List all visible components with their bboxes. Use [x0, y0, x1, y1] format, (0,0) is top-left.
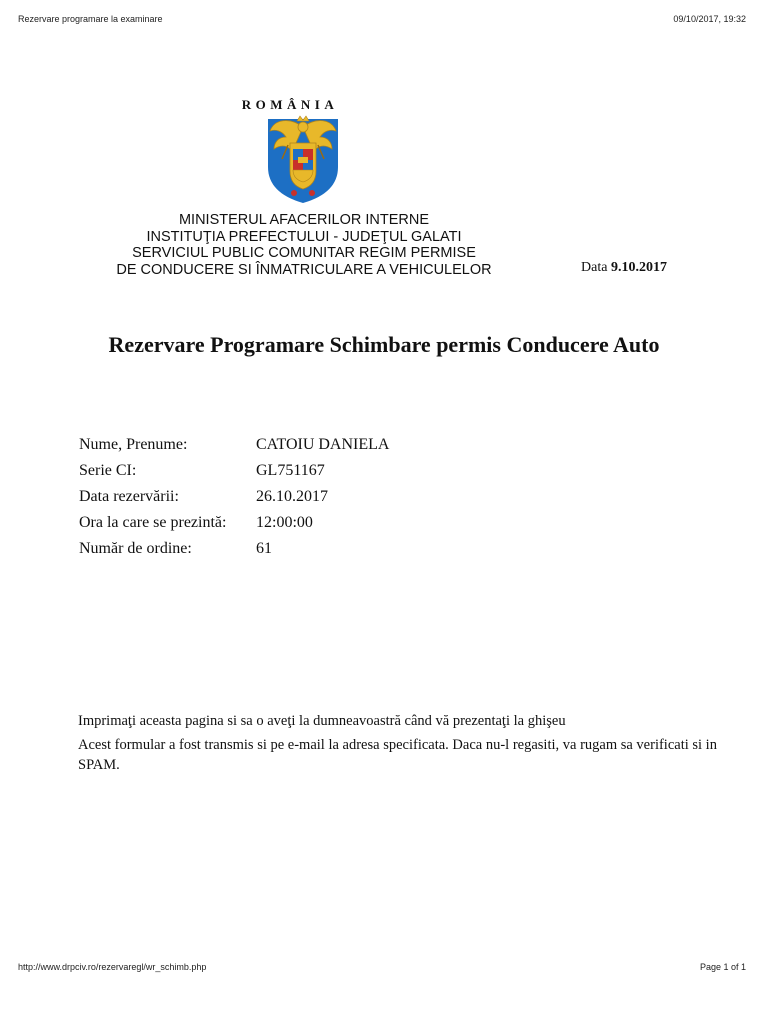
detail-value: CATOIU DANIELA — [256, 436, 390, 453]
date-value: 9.10.2017 — [610, 260, 667, 275]
detail-row — [79, 432, 390, 458]
detail-value: GL751167 — [256, 462, 325, 479]
detail-row — [79, 510, 390, 536]
detail-row — [79, 484, 390, 510]
ministry-line: MINISTERUL AFACERILOR INTERNE — [178, 212, 430, 228]
ministry-line: SERVICIUL PUBLIC COMUNITAR REGIM PERMISE — [132, 245, 476, 261]
detail-value: 12:00:00 — [256, 514, 313, 531]
detail-label: Data rezervării: — [79, 488, 179, 505]
date-label: Data — [581, 260, 608, 275]
print-header — [18, 14, 746, 24]
document-date — [581, 260, 667, 276]
page-number: Page 1 of 1 — [699, 962, 746, 972]
detail-row — [79, 458, 390, 484]
detail-value: 61 — [256, 540, 272, 557]
page-title: Rezervare Programare Schimbare permis Conducere Auto — [108, 332, 660, 357]
ministry-line: INSTITUŢIA PREFECTULUI - JUDEŢUL GALATI — [146, 228, 462, 245]
detail-value: 26.10.2017 — [256, 488, 328, 505]
print-footer — [18, 962, 746, 972]
page-url: http://www.drpciv.ro/rezervaregl/wr_schimb.php — [18, 962, 207, 972]
ministry-header — [92, 212, 516, 278]
detail-label: Ora la care se prezintă: — [79, 514, 227, 531]
ministry-line: DE CONDUCERE SI ÎNMATRICULARE A VEHICULELOR — [116, 261, 492, 278]
instructions — [78, 711, 718, 775]
detail-label: Număr de ordine: — [79, 540, 192, 557]
detail-label: Nume, Prenume: — [79, 436, 188, 453]
coat-of-arms-icon — [262, 113, 344, 205]
print-timestamp: 09/10/2017, 19:32 — [673, 14, 746, 24]
country-name: ROMÂNIA — [241, 97, 339, 112]
print-page-title: Rezervare programare la examinare — [18, 14, 163, 24]
detail-label: Serie CI: — [79, 462, 137, 479]
instruction-print: Imprimaţi aceasta pagina si sa o aveţi la dumneavoastră când vă prezentaţi la ghişeu — [78, 713, 566, 729]
detail-row — [79, 536, 390, 562]
instruction-email: Acest formular a fost transmis si pe e-mail la adresa specificata. Daca nu-l regasiti, va rugam sa verificati si in SPAM. — [78, 737, 717, 773]
reservation-details — [79, 432, 390, 562]
